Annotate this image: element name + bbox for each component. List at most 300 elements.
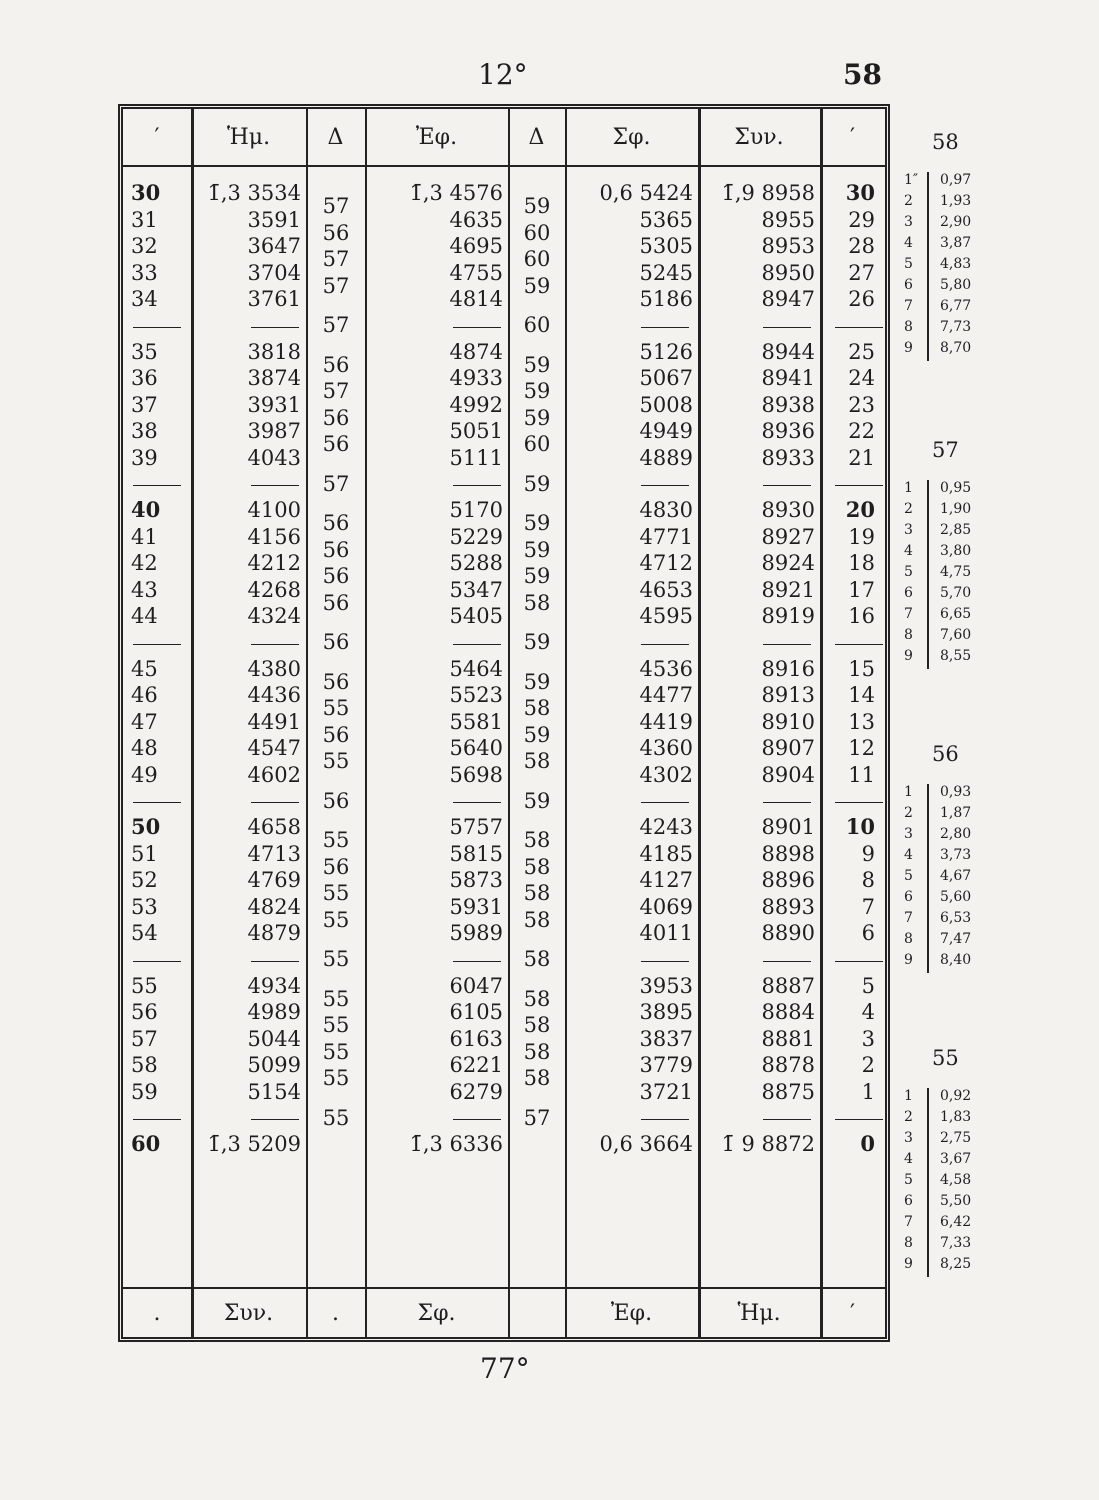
pp-value: 1,93 (940, 193, 972, 209)
sine-difference: 55 (322, 947, 350, 972)
minute-right: 27 (848, 260, 875, 285)
tangent-difference: 58 (523, 749, 551, 774)
footer-minute-right: ′ (850, 1300, 855, 1326)
header-tangent: Ἐφ. (415, 124, 458, 150)
minute-left: 31 (131, 207, 158, 232)
group-separator (133, 1119, 181, 1120)
sine-value: 4212 (247, 551, 301, 575)
tangent-value: 6047 (449, 973, 503, 998)
pp-digit: 1 (904, 1088, 913, 1104)
sine-value: 4879 (247, 921, 301, 945)
pp-value: 8,40 (940, 952, 972, 968)
cotangent-value: 4360 (639, 736, 693, 760)
minute-left: 34 (131, 287, 158, 311)
cosine-value: 8901 (761, 815, 815, 839)
minute-left: 36 (131, 366, 158, 390)
sine-difference: 55 (322, 881, 350, 906)
cosine-value: 8936 (761, 419, 815, 443)
tangent-value: 5051 (449, 419, 503, 443)
sine-value: 1̄,3 5209 (207, 1132, 301, 1156)
pp-value: 7,60 (940, 627, 972, 643)
cosine-value: 8916 (761, 656, 815, 681)
proportional-parts-row (900, 480, 1000, 501)
tangent-value: 5170 (449, 498, 503, 522)
tangent-value: 6105 (449, 1000, 503, 1024)
minute-right: 23 (848, 392, 875, 417)
sine-difference: 56 (322, 511, 350, 536)
tangent-value: 5288 (449, 551, 503, 575)
cosine-value: 8898 (761, 841, 815, 866)
pp-value: 0,97 (940, 172, 972, 188)
proportional-parts-title: 55 (932, 1046, 959, 1070)
group-separator (641, 961, 689, 962)
tangent-value: 5464 (449, 656, 503, 681)
cotangent-value: 5008 (639, 392, 693, 417)
cotangent-value: 4712 (639, 551, 693, 575)
proportional-parts-row (900, 1214, 1000, 1235)
cosine-value: 8875 (761, 1079, 815, 1104)
footer-diff-sine: . (332, 1300, 339, 1326)
minute-right: 28 (848, 234, 875, 258)
pp-value: 4,67 (940, 868, 972, 884)
group-separator (641, 802, 689, 803)
pp-digit: 2 (904, 501, 913, 517)
cosine-value: 8953 (761, 234, 815, 258)
cotangent-value: 4653 (639, 577, 693, 602)
tangent-difference: 59 (523, 511, 551, 536)
proportional-parts-row (900, 889, 1000, 910)
minute-left: 53 (131, 894, 158, 919)
proportional-parts-row (900, 627, 1000, 648)
minute-right: 24 (848, 366, 875, 390)
pp-value: 8,55 (940, 648, 972, 664)
proportional-parts-row (900, 522, 1000, 543)
pp-digit: 6 (904, 277, 913, 293)
pp-digit: 7 (904, 298, 913, 314)
tangent-difference: 59 (523, 722, 551, 747)
minute-left: 60 (131, 1131, 161, 1156)
minute-left: 55 (131, 973, 158, 998)
tangent-difference: 59 (523, 669, 551, 694)
sine-difference: 57 (322, 471, 350, 496)
log-trig-table (118, 104, 890, 1342)
header-diff-sine: Δ (327, 124, 344, 150)
pp-digit: 5 (904, 868, 913, 884)
proportional-parts-row (900, 235, 1000, 256)
tangent-difference: 58 (523, 986, 551, 1011)
minute-left: 41 (131, 524, 158, 549)
group-separator (251, 961, 299, 962)
pp-value: 3,87 (940, 235, 972, 251)
sine-value: 3987 (247, 419, 301, 443)
tangent-difference: 59 (523, 352, 551, 377)
tangent-difference: 59 (523, 273, 551, 298)
pp-value: 3,73 (940, 847, 972, 863)
pp-value: 4,58 (940, 1172, 972, 1188)
cotangent-value: 3837 (639, 1026, 693, 1051)
pp-digit: 9 (904, 340, 913, 356)
group-separator (641, 485, 689, 486)
sine-value: 4602 (247, 762, 301, 787)
column-rule (565, 109, 567, 1337)
proportional-parts-row (900, 319, 1000, 340)
minute-right: 15 (848, 656, 875, 681)
sine-value: 4156 (247, 524, 301, 549)
proportional-parts-row (900, 826, 1000, 847)
proportional-parts-row (900, 952, 1000, 973)
minute-left: 37 (131, 392, 158, 417)
sine-difference: 57 (322, 313, 350, 338)
tangent-value: 4933 (449, 366, 503, 390)
group-separator (835, 644, 883, 645)
cosine-value: 8896 (761, 868, 815, 892)
minute-left: 42 (131, 551, 158, 575)
cosine-value: 8927 (761, 524, 815, 549)
sine-difference: 57 (322, 379, 350, 404)
minute-right: 5 (861, 973, 875, 998)
cotangent-value: 4830 (639, 498, 693, 522)
cotangent-value: 4771 (639, 524, 693, 549)
cosine-value: 8933 (761, 445, 815, 470)
tangent-difference: 58 (523, 947, 551, 972)
sine-difference: 56 (322, 432, 350, 457)
pp-digit: 3 (904, 214, 913, 230)
minute-right: 6 (861, 921, 875, 945)
tangent-difference: 60 (523, 220, 551, 245)
tangent-value: 6279 (449, 1079, 503, 1104)
tangent-value: 5640 (449, 736, 503, 760)
header-minute-right: ′ (850, 124, 855, 150)
proportional-parts-row (900, 1109, 1000, 1130)
proportional-parts-row (900, 277, 1000, 298)
group-separator (763, 327, 811, 328)
sine-value: 3647 (247, 234, 301, 258)
footer-minute: . (153, 1300, 161, 1326)
pp-value: 1,87 (940, 805, 972, 821)
minute-left: 56 (131, 1000, 158, 1024)
tangent-value: 5347 (449, 577, 503, 602)
cosine-value: 8904 (761, 762, 815, 787)
sine-value: 4268 (247, 577, 301, 602)
pp-value: 5,60 (940, 889, 972, 905)
cotangent-value: 5245 (639, 260, 693, 285)
group-separator (453, 961, 501, 962)
tangent-difference: 58 (523, 1013, 551, 1038)
group-separator (453, 327, 501, 328)
column-rule (820, 109, 823, 1337)
minute-right: 18 (848, 551, 875, 575)
sine-value: 3704 (247, 260, 301, 285)
pp-value: 5,50 (940, 1193, 972, 1209)
proportional-parts-row (900, 1256, 1000, 1277)
pp-value: 4,75 (940, 564, 972, 580)
sine-value: 4658 (247, 815, 301, 839)
group-separator (835, 485, 883, 486)
sine-value: 4769 (247, 868, 301, 892)
header-cotangent: Σφ. (612, 124, 651, 150)
group-separator (835, 327, 883, 328)
group-separator (453, 485, 501, 486)
tangent-value: 5873 (449, 868, 503, 892)
header-minute: ′ (154, 124, 160, 150)
pp-digit: 6 (904, 585, 913, 601)
cosine-value: 8955 (761, 207, 815, 232)
pp-digit: 9 (904, 952, 913, 968)
tangent-value: 5405 (449, 604, 503, 628)
sine-difference: 56 (322, 220, 350, 245)
cotangent-value: 5305 (639, 234, 693, 258)
cotangent-value: 4477 (639, 683, 693, 707)
cosine-value: 8910 (761, 709, 815, 734)
sine-difference: 56 (322, 405, 350, 430)
cotangent-value: 4069 (639, 894, 693, 919)
minute-right: 17 (848, 577, 875, 602)
tangent-difference: 58 (523, 696, 551, 721)
sine-difference: 56 (322, 564, 350, 589)
tangent-difference: 58 (523, 881, 551, 906)
sine-difference: 56 (322, 669, 350, 694)
minute-right: 2 (861, 1053, 875, 1077)
group-separator (763, 485, 811, 486)
sine-difference: 56 (322, 722, 350, 747)
tangent-value: 5757 (449, 815, 503, 839)
minute-right: 29 (848, 207, 875, 232)
proportional-parts-row (900, 606, 1000, 627)
tangent-value: 4992 (449, 392, 503, 417)
sine-value: 4380 (247, 656, 301, 681)
sine-value: 4934 (247, 973, 301, 998)
pp-digit: 7 (904, 910, 913, 926)
minute-left: 48 (131, 736, 158, 760)
minute-left: 47 (131, 709, 158, 734)
cotangent-value: 5067 (639, 366, 693, 390)
minute-left: 44 (131, 604, 158, 628)
minute-left: 32 (131, 234, 158, 258)
cosine-value: 8887 (761, 973, 815, 998)
pp-value: 0,95 (940, 480, 972, 496)
tangent-difference: 60 (523, 313, 551, 338)
column-rule (365, 109, 367, 1337)
proportional-parts-row (900, 172, 1000, 193)
proportional-parts-row (900, 543, 1000, 564)
pp-value: 3,80 (940, 543, 972, 559)
pp-digit: 6 (904, 1193, 913, 1209)
cotangent-value: 5186 (639, 287, 693, 311)
proportional-parts-row (900, 256, 1000, 277)
sine-difference: 55 (322, 749, 350, 774)
minute-right: 12 (848, 736, 875, 760)
footer-sine: Συν. (223, 1300, 274, 1326)
column-rule (191, 109, 194, 1337)
cosine-value: 8938 (761, 392, 815, 417)
pp-digit: 1″ (904, 172, 919, 188)
tangent-difference: 60 (523, 432, 551, 457)
cosine-value: 8947 (761, 287, 815, 311)
minute-left: 51 (131, 841, 158, 866)
tangent-value: 1̄,3 6336 (409, 1132, 503, 1156)
minute-left: 30 (131, 180, 161, 205)
sine-value: 3931 (247, 392, 301, 417)
table-header (123, 109, 885, 167)
sine-difference: 55 (322, 907, 350, 932)
cotangent-value: 0,6 3664 (599, 1132, 693, 1156)
footer-cotangent: Ἐφ. (610, 1300, 653, 1326)
pp-digit: 9 (904, 648, 913, 664)
tangent-difference: 58 (523, 907, 551, 932)
cotangent-value: 4302 (639, 762, 693, 787)
sine-difference: 55 (322, 1105, 350, 1130)
pp-value: 2,85 (940, 522, 972, 538)
pp-digit: 3 (904, 522, 913, 538)
proportional-parts-row (900, 564, 1000, 585)
minute-left: 43 (131, 577, 158, 602)
sine-difference: 56 (322, 590, 350, 615)
proportional-parts-block (900, 438, 1000, 678)
minute-left: 33 (131, 260, 158, 285)
cosine-value: 8893 (761, 894, 815, 919)
tangent-value: 4814 (449, 287, 503, 311)
minute-right: 22 (848, 419, 875, 443)
cosine-value: 8884 (761, 1000, 815, 1024)
cotangent-value: 4011 (639, 921, 693, 945)
cotangent-value: 3953 (639, 973, 693, 998)
tangent-value: 4874 (449, 339, 503, 364)
pp-value: 2,90 (940, 214, 972, 230)
proportional-parts-row (900, 1088, 1000, 1109)
proportional-parts-row (900, 931, 1000, 952)
minute-right: 19 (848, 524, 875, 549)
minute-right: 13 (848, 709, 875, 734)
minute-right: 8 (861, 868, 875, 892)
cotangent-value: 0,6 5424 (599, 181, 693, 205)
pp-digit: 4 (904, 1151, 913, 1167)
minute-right: 10 (845, 814, 875, 839)
pp-value: 1,90 (940, 501, 972, 517)
pp-digit: 4 (904, 847, 913, 863)
minute-left: 59 (131, 1079, 158, 1104)
cosine-value: 8921 (761, 577, 815, 602)
group-separator (641, 644, 689, 645)
cosine-value: 8878 (761, 1053, 815, 1077)
sine-difference: 56 (322, 352, 350, 377)
pp-value: 7,47 (940, 931, 972, 947)
group-separator (835, 1119, 883, 1120)
minute-right: 21 (848, 445, 875, 470)
minute-right: 14 (848, 683, 875, 707)
group-separator (133, 644, 181, 645)
group-separator (835, 802, 883, 803)
sine-value: 3591 (247, 207, 301, 232)
tangent-value: 5229 (449, 524, 503, 549)
pp-digit: 7 (904, 606, 913, 622)
proportional-parts-title: 58 (932, 130, 959, 154)
tangent-value: 5989 (449, 921, 503, 945)
sine-difference: 56 (322, 788, 350, 813)
tangent-difference: 59 (523, 405, 551, 430)
minute-right: 3 (861, 1026, 875, 1051)
tangent-value: 4695 (449, 234, 503, 258)
pp-digit: 7 (904, 1214, 913, 1230)
cotangent-value: 4949 (639, 419, 693, 443)
sine-difference: 55 (322, 1013, 350, 1038)
cosine-value: 8907 (761, 736, 815, 760)
proportional-parts-row (900, 910, 1000, 931)
cosine-value: 8941 (761, 366, 815, 390)
minute-right: 9 (861, 841, 875, 866)
tangent-value: 5111 (449, 445, 503, 470)
cotangent-value: 3721 (639, 1079, 693, 1104)
cosine-value: 1̄ 9 8872 (721, 1132, 815, 1156)
minute-left: 35 (131, 339, 158, 364)
sine-value: 4324 (247, 604, 301, 628)
cotangent-value: 4127 (639, 868, 693, 892)
tangent-value: 4755 (449, 260, 503, 285)
group-separator (835, 961, 883, 962)
pp-value: 6,65 (940, 606, 972, 622)
cotangent-value: 5365 (639, 207, 693, 232)
minute-left: 52 (131, 868, 158, 892)
pp-digit: 1 (904, 784, 913, 800)
pp-value: 6,42 (940, 1214, 972, 1230)
group-separator (763, 644, 811, 645)
proportional-parts-row (900, 1235, 1000, 1256)
proportional-parts-row (900, 648, 1000, 669)
proportional-parts-row (900, 1193, 1000, 1214)
pp-digit: 3 (904, 826, 913, 842)
sine-value: 3818 (247, 339, 301, 364)
tangent-difference: 59 (523, 471, 551, 496)
sine-difference: 55 (322, 1066, 350, 1091)
minute-left: 40 (131, 497, 161, 522)
pp-value: 0,93 (940, 784, 972, 800)
cosine-value: 8890 (761, 921, 815, 945)
proportional-parts-title: 57 (932, 438, 959, 462)
tangent-difference: 58 (523, 590, 551, 615)
sine-value: 3874 (247, 366, 301, 390)
sine-value: 1̄,3 3534 (207, 181, 301, 205)
tangent-value: 6221 (449, 1053, 503, 1077)
tangent-difference: 58 (523, 854, 551, 879)
minute-left: 38 (131, 419, 158, 443)
pp-value: 2,75 (940, 1130, 972, 1146)
group-separator (133, 802, 181, 803)
column-rule (698, 109, 701, 1337)
group-separator (251, 485, 299, 486)
group-separator (453, 644, 501, 645)
pp-value: 8,70 (940, 340, 972, 356)
minute-left: 58 (131, 1053, 158, 1077)
sine-difference: 56 (322, 537, 350, 562)
pp-digit: 4 (904, 543, 913, 559)
pp-value: 1,83 (940, 1109, 972, 1125)
sine-difference: 56 (322, 630, 350, 655)
proportional-parts-block (900, 130, 1000, 370)
tangent-difference: 59 (523, 537, 551, 562)
pp-value: 6,53 (940, 910, 972, 926)
group-separator (641, 327, 689, 328)
cotangent-value: 4595 (639, 604, 693, 628)
cosine-value: 8924 (761, 551, 815, 575)
pp-digit: 6 (904, 889, 913, 905)
pp-digit: 4 (904, 235, 913, 251)
group-separator (641, 1119, 689, 1120)
proportional-parts-row (900, 501, 1000, 522)
cotangent-value: 4536 (639, 656, 693, 681)
cosine-value: 8913 (761, 683, 815, 707)
cotangent-value: 4243 (639, 815, 693, 839)
proportional-parts-row (900, 298, 1000, 319)
pp-value: 4,83 (940, 256, 972, 272)
